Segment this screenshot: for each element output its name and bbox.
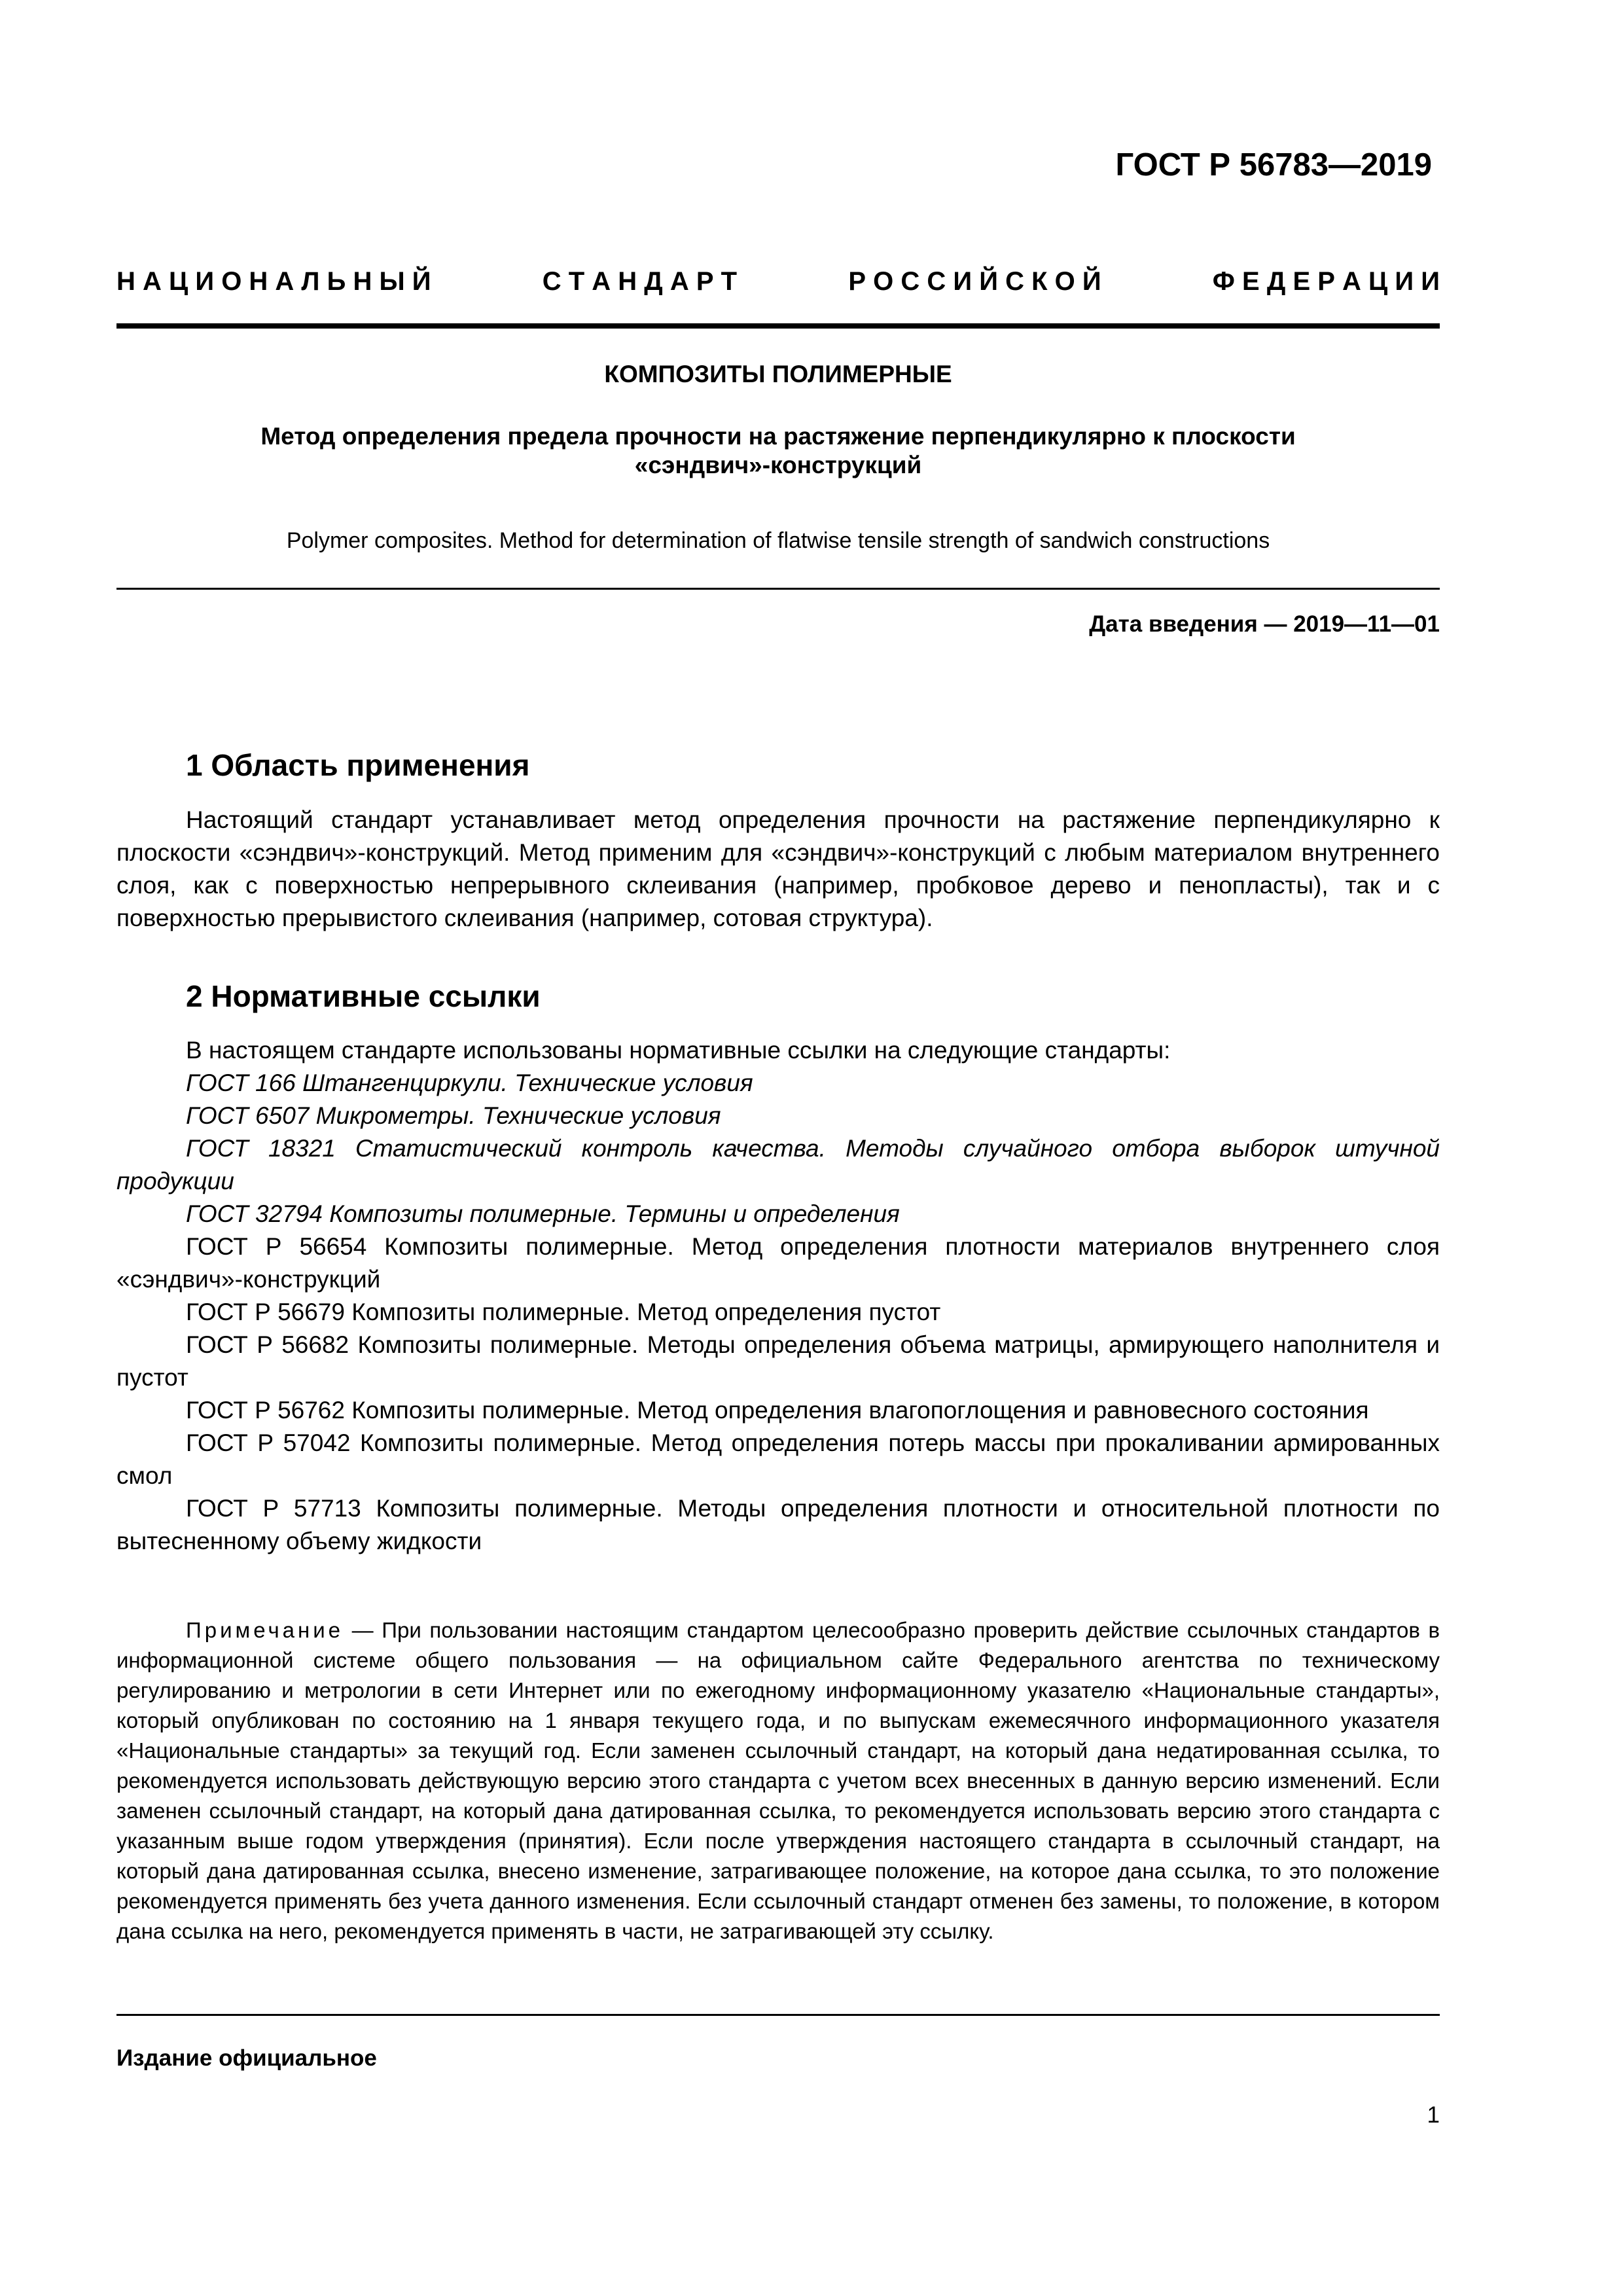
official-edition-label: Издание официальное [116, 2045, 377, 2071]
banner-word: Н А Ц И О Н А Л Ь Н Ы Й [116, 266, 431, 296]
reference-item: ГОСТ Р 56679 Композиты полимерные. Метод определения пустот [186, 1299, 941, 1325]
national-standard-banner [116, 263, 1440, 300]
introduction-date: Дата введения — 2019—11—01 [1089, 611, 1440, 637]
footer-divider [116, 2014, 1440, 2016]
banner-word: Ф Е Д Е Р А Ц И И [1212, 266, 1440, 296]
section-1-body [116, 804, 1440, 935]
document-subtitle [116, 422, 1440, 480]
section-2-body [116, 1034, 1440, 1558]
document-title: КОМПОЗИТЫ ПОЛИМЕРНЫЕ [604, 361, 952, 387]
subtitle-line: Метод определения предела прочности на растяжение перпендикулярно к плоскости [260, 423, 1296, 450]
english-title: Polymer composites. Method for determination of flatwise tensile strength of sandwich constructions [286, 528, 1270, 553]
reference-item: ГОСТ 166 Штангенциркули. Технические условия [186, 1069, 753, 1096]
page-number: 1 [1427, 2102, 1440, 2128]
reference-item: ГОСТ Р 56762 Композиты полимерные. Метод определения влагопоглощения и равновесного состояния [186, 1397, 1369, 1424]
section-2-heading: 2 Нормативные ссылки [186, 979, 541, 1013]
document-code: ГОСТ Р 56783—2019 [1115, 147, 1432, 183]
note-paragraph [116, 1615, 1440, 1946]
reference-item: ГОСТ 32794 Композиты полимерные. Термины и определения [186, 1200, 900, 1227]
reference-item: ГОСТ Р 57713 Композиты полимерные. Методы определения плотности и относительной плотности по вытесненному объему жидкости [116, 1495, 1440, 1554]
banner-word: С Т А Н Д А Р Т [542, 266, 738, 296]
note-label: Примечание [186, 1618, 344, 1642]
reference-item: ГОСТ Р 56682 Композиты полимерные. Методы определения объема матрицы, армирующего наполнителя и пустот [116, 1331, 1440, 1391]
header-divider [116, 323, 1440, 329]
reference-item: ГОСТ Р 56654 Композиты полимерные. Метод определения плотности материалов внутреннего слоя «сэндвич»-конструкций [116, 1233, 1440, 1293]
reference-item: ГОСТ 18321 Статистический контроль качества. Методы случайного отбора выборок штучной продукции [116, 1135, 1440, 1194]
reference-item: ГОСТ Р 57042 Композиты полимерные. Метод определения потерь массы при прокаливании армированных смол [116, 1429, 1440, 1489]
banner-word: Р О С С И Й С К О Й [848, 266, 1101, 296]
section-2-intro: В настоящем стандарте использованы нормативные ссылки на следующие стандарты: [186, 1037, 1171, 1064]
note-text: — При пользовании настоящим стандартом целесообразно проверить действие ссылочных стандартов в информационной системе общего пользования — на официальном сайте Федерального агентства по техническому регулированию и метрологии в сети Интернет или по ежегодному информационному указателю «Национальные стандарты», который опубликован по состоянию на 1 января текущего года, и по выпускам ежемесячного информационного указателя «Национальные стандарты» за текущий год. Если заменен ссылочный стандарт, на который дана недатированная ссылка, то рекомендуется использовать действующую версию этого стандарта с учетом всех внесенных в данную версию изменений. Если заменен ссылочный стандарт, на который дана датированная ссылка, то рекомендуется использовать версию этого стандарта с указанным выше годом утверждения (принятия). Если после утверждения настоящего стандарта в ссылочный стандарт, на который дана датированная ссылка, внесено изменение, затрагивающее положение, на которое дана ссылка, то это положение рекомендуется применять без учета данного изменения. Если ссылочный стандарт отменен без замены, то положение, в котором дана ссылка на него, рекомендуется применять в части, не затрагивающей эту ссылку. [116, 1618, 1440, 1943]
title-divider [116, 588, 1440, 590]
reference-item: ГОСТ 6507 Микрометры. Технические условия [186, 1102, 721, 1129]
section-1-text: Настоящий стандарт устанавливает метод определения прочности на растяжение перпендикулярно к плоскости «сэндвич»-конструкций. Метод применим для «сэндвич»-конструкций с любым материалом внутреннего слоя, как с поверхностью непрерывного склеивания (например, пробковое дерево и пенопласты), так и с поверхностью прерывистого склеивания (например, сотовая структура). [116, 806, 1440, 931]
subtitle-line: «сэндвич»-конструкций [634, 452, 922, 479]
section-1-heading: 1 Область применения [186, 748, 530, 782]
